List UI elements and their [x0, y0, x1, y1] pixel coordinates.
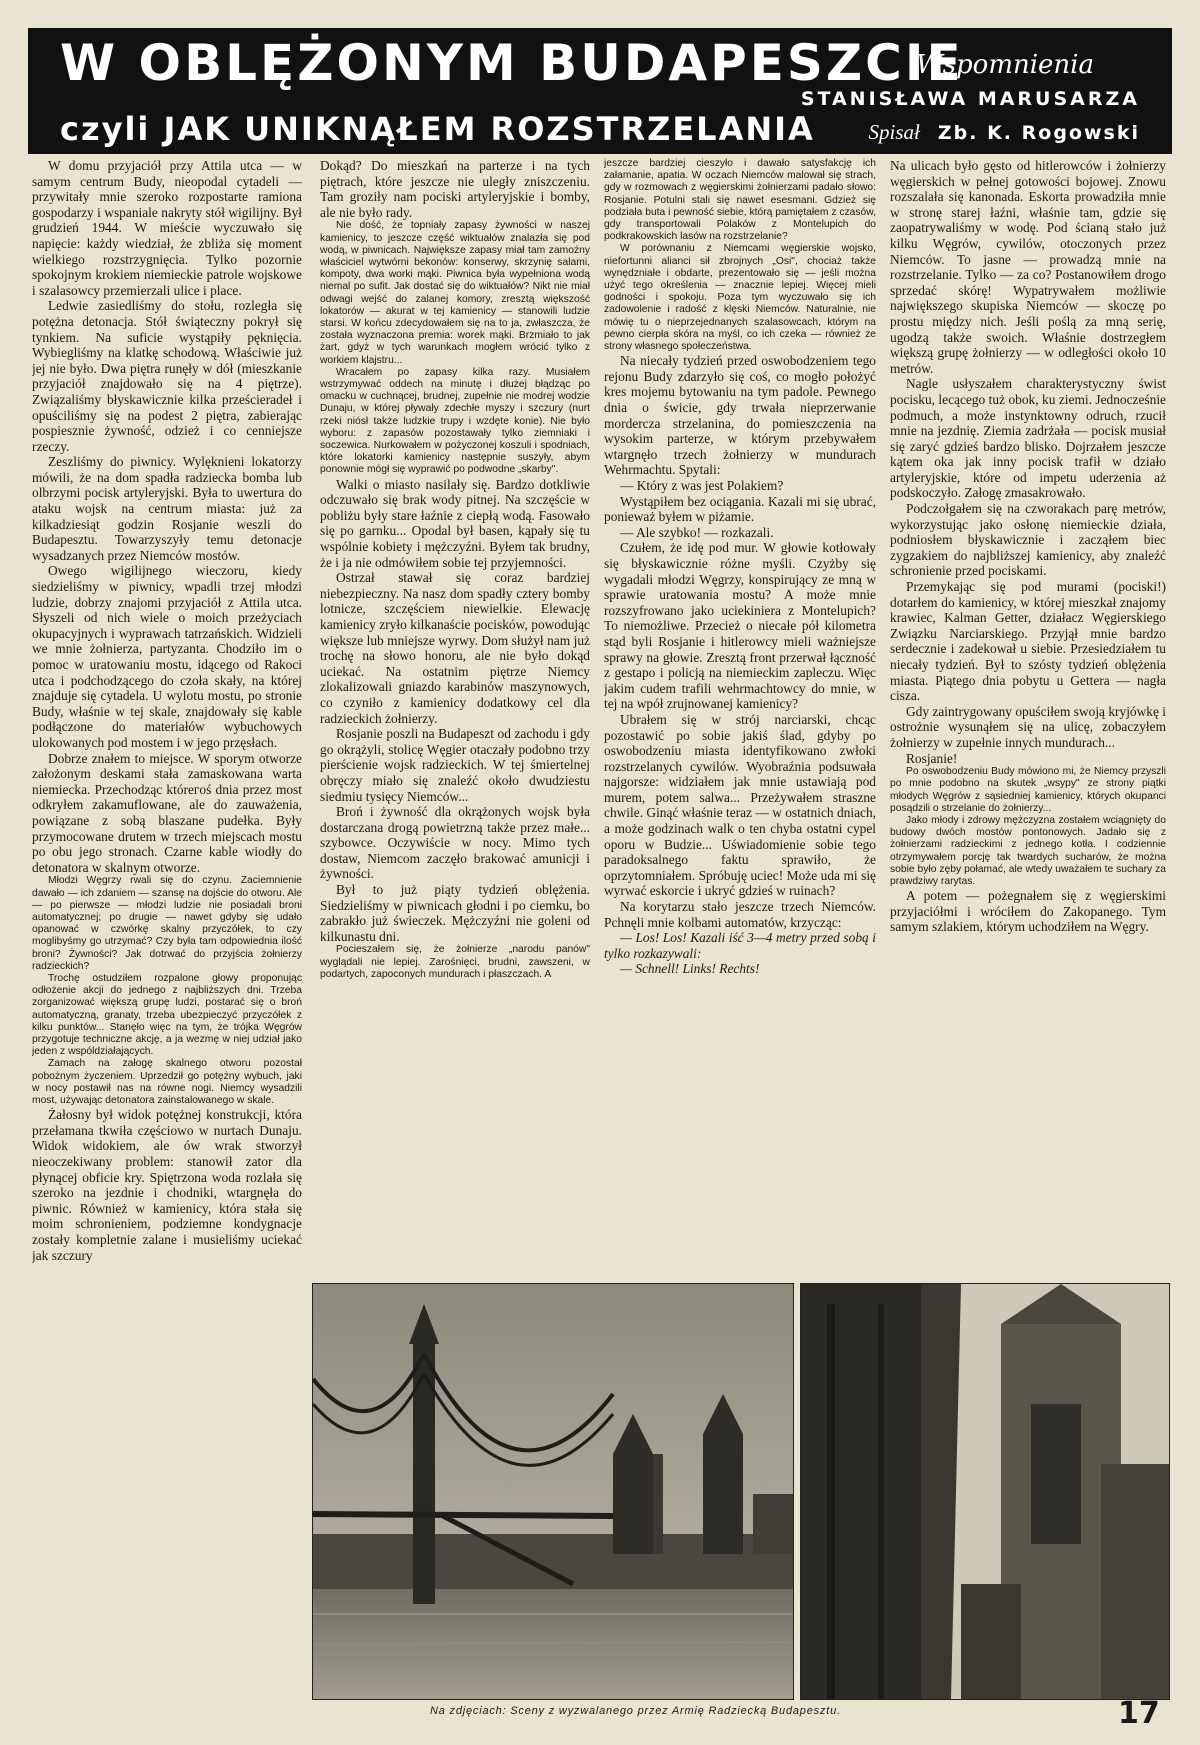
ruins-photo-graphic: [801, 1284, 1169, 1699]
paragraph: Rosjanie!: [906, 750, 958, 766]
paragraph: Dokąd? Do mieszkań na parterze i na tych piętrach, które jeszcze nie uległy zniszczeniu. Tam groziły nam pociski artyleryjskie i bomby, ale nie było rady.: [320, 158, 590, 220]
paragraph: Nagle usłyszałem charakterystyczny świst pocisku, lecącego tuż obok, ku ziemi. Jednocześnie podmuch, a może instynktowny odruch, rzucił mnie na jezdnię. Ziemia zadrżała — pocisk musiał się zaryć gdzieś bardzo blisko. Dojrzałem jeszcze kątem oka jak inny pocisk trafił w działo artyleryjskie, które od impetu uderzenia aż podskoczyło. Załogę zmasakrowało.: [890, 376, 1166, 501]
paragraph: Ostrzał stawał się coraz bardziej niebezpieczny. Na nasz dom spadły cztery bomby lotnicze, szczęściem niewielkie. Elewację kamienicy zryło kilkanaście pocisków, powodując większe lub mniejsze wyrwy. Dom służył nam już trochę na słowo honoru, ale nie było dokąd uciekać. Na ostatnim piętrze Niemcy zlokalizowali gniazdo karabinów maszynowych, co czyniło z kamienicy dodatkowy cel dla radzieckich żołnierzy.: [320, 570, 590, 726]
photo-bridge: [312, 1283, 794, 1700]
paragraph: Podczołgałem się na czworakach parę metrów, wykorzystując jako osłonę niemieckie działa, podniosłem błyskawicznie i zacząłem biec zygzakiem do najbliższej kamienicy, aby znaleźć schronienie przed pociskami.: [890, 501, 1166, 579]
paragraph: Owego wigilijnego wieczoru, kiedy siedzieliśmy w piwnicy, wpadli trzej młodzi ludzie, dobrzy znajomi przyjaciół z Attila utca. Słyszeli od nich wiele o moich przeżyciach okupacyjnych i wyprawach tatrzańskich. Widzieli we mnie żołnierza, partyzanta. Chodziło im o pomoc w uratowaniu mostu, idącego od Rakoci utca i podchodzącego do czoła skały, na której znajduje się cytadela. U wylotu mostu, po stronie Budy, właśnie w tej skale, znajdowały się kable podłączone do materiałów wybuchowych ulokowanych pod mostem i w jego przęsłach.: [32, 563, 302, 750]
small-paragraph: Pocieszałem się, że żołnierze „narodu panów" wyglądali nie lepiej. Zarośnięci, brudni, zawszeni, w podartych, zapoconych mundurach i płaszczach. A: [320, 944, 590, 980]
paragraph: Zeszliśmy do piwnicy. Wylęknieni lokatorzy mówili, że na dom spadła radziecka bomba lub olbrzymi pocisk artyleryjski. Była to uwertura do ataku wojsk na centrum miasta: już za kilkadziesiąt godzin Rosjanie weszli do Budapesztu. Towarzyszyły temu detonacje wysadzanych przez Niemców mostów.: [32, 454, 302, 563]
small-paragraph: jeszcze bardziej cieszyło i dawało satysfakcję ich załamanie, apatia. W oczach Niemców malował się strach, gdy w rozmowach z węgierskimi żołnierzami padało słowo: Rosjanie. Potulni stali się nawet esesmani. Gdzież się podziała buta i pewność siebie, którą pamiętałem z czasów, gdy transportowali Polaków z Montelupich do podkrakowskich lasów na rozstrzelanie?: [604, 158, 876, 243]
article-column-4: [890, 158, 1166, 1266]
paragraph: — Los! Los! Kazali iść 3—4 metry przed sobą i tylko rozkazywali:: [604, 930, 876, 961]
headline-title: W OBLĘŻONYM BUDAPESZCIE: [60, 34, 964, 92]
paragraph: Wystąpiłem bez ociągania. Kazali mi się ubrać, ponieważ byłem w piżamie.: [604, 493, 876, 525]
paragraph: Na ulicach było gęsto od hitlerowców i żołnierzy węgierskich w pełnej gotowości bojowej. Znowu rozszalała się kanonada. Eskorta prowadziła mnie w stronę starej łaźni, właśnie tam, gdzie się zaopatrywaliśmy w wodę. Pod ścianą stało już kilku Węgrów, cywilów, otoczonych przez Niemców. To jasne — prowadzą mnie na rozstrzelanie. Tylko — za co? Postanowiłem drogo sprzedać skórę! Wypatrywałem możliwie największego skupiska Niemców — skoczę po prostu między nich. Jeśli poślą za mną serię, ugodzą także swoich. Właśnie dostrzegłem większą grupę żołnierzy — w odległości około 10 metrów.: [890, 158, 1166, 376]
article-column-3: [604, 158, 876, 1266]
photo-ruined-church: [800, 1283, 1170, 1700]
paragraph: Broń i żywność dla okrążonych wojsk była dostarczana drogą powietrzną także przez małe... szybowce. Oczywiście w nocy. Mimo tych dostaw, Niemcom zaczęło brakować amunicji i żywności.: [320, 804, 590, 882]
paragraph: Gdy zaintrygowany opuściłem swoją kryjówkę i ostrożnie wysunąłem się na ulicę, zobaczyłem żołnierzy w zupełnie innych mundurach...: [890, 703, 1166, 750]
byline: [869, 120, 1140, 145]
small-paragraph: Zamach na załogę skalnego otworu pozostał pobożnym życzeniem. Uprzedził go potężny wybuch, jaki w nocy postawił nas na równe nogi. Niemcy wysadzili most, używając detonatora zainstalowanego w skale.: [32, 1058, 302, 1106]
small-paragraph: Trochę ostudziłem rozpalone głowy proponując odłożenie akcji do jednego z najbliższych dni. Trzeba zorganizować większą grupę ludzi, postarać się o broń automatyczną, granaty, trzeba ubezpieczyć przyczółek z kilku punktów... Stanęło więc na tym, że trójka Węgrów przygotuje techniczne akcję, a ja wezmę w niej udział jako jeden z wspóldziałających.: [32, 972, 302, 1058]
paragraph: Na korytarzu stało jeszcze trzech Niemców. Pchnęli mnie kolbami automatów, krzycząc:: [604, 899, 876, 930]
small-paragraph: Jako młody i zdrowy mężczyzna zostałem wciągnięty do budowy dwóch mostów pontonowych. Jadało się z żołnierzami radzieckimi z jednego kotła. I codziennie otrzymywałem porcję tak twardych sucharów, że można sobie było zęby połamać, ale wtedy uważałem te suchary za prawdziwy rarytas.: [890, 814, 1166, 887]
page-number: 17: [1118, 1696, 1160, 1731]
paragraph: Dobrze znałem to miejsce. W sporym otworze założonym deskami stała zamaskowana warta niemiecka. Przechodząc którегoś dnia przez most odkryłem zakamuflowane, ale do zauważenia, powiązane z sobą blaszane pudełka. Były przymocowane drutem w trzech miejscach mostu po obu jego stronach. Czarne kable wiodły do detonatora w skalnym otworze.: [32, 750, 302, 875]
series-label: Wspomnienia: [915, 50, 1094, 80]
small-paragraph: Nie dość, że topniały zapasy żywności w naszej kamienicy, to jeszcze część wiktuałów znalazła się pod wodą, w piwnicach. Największe zapasy miał tam zamożny właściciel wytwórni bekonów: konserwy, skrzynię salami, kompoty, dwa worki mąki. Piwnica była wypełniona wodą niemal po sufit. Jak dostać się do wiktuałów? Nikt nie miał odwagi wejść do zalanej komory, zresztą większość lokatorów — akurat w tej kamienicy — stanowili ludzie starsi. W końcu zdecydowałem się na to ja, zwłaszcza, że została wyznaczona premia: worek mąki. Brzmiało to jak żart, gdyż w tych warunkach mogłem wrócić tylko z workiem klajstru...: [320, 220, 590, 366]
small-paragraph: W porównaniu z Niemcami węgierskie wojsko, niefortunni alianci sił zbrojnych „Osi", chociaż także wynędzniałe i obdarte, prezentowało się — jeśli można użyć tego określenia — znacznie lepiej. Więcej mieli godności i spokoju. Poza tym wyczuwało się ich zadowolenie i radość z klęski Niemców. Naturalnie, nie mówię tu o nieprzejednanych szalasowcach, którym na pewno cierpła skóra na myśl, co ich czeka — również ze strony własnego społeczeństwa.: [604, 243, 876, 353]
byline-name: Zb. K. Rogowski: [937, 122, 1140, 144]
article-column-2: [320, 158, 590, 1266]
small-paragraph: Po oswobodzeniu Budy mówiono mi, że Niemcy przyszli po mnie podobno na skutek „wsypy" ze strony piątki młodych Węgrów z sąsiedniej kamienicy, których okupanci posądzili o strzelanie do żołnierzy...: [890, 766, 1166, 814]
paragraph: Walki o miasto nasilały się. Bardzo dotkliwie odczuwało się brak wody pitnej. Na szczęście w pobliżu były stare łaźnie z ciepłą wodą. Fasowało się po garnku... Opodal był basen, kąpały się tu wspólnie kobiety i mężczyźni. Byłem tak brudny, że i ja nie odmówiłem sobie tej przyjemności.: [320, 476, 590, 570]
paragraph: Ubrałem się w strój narciarski, chcąc pozostawić po sobie jakiś ślad, gdyby po oswobodzeniu miasta identyfikowano zwłoki rozstrzelanych cywilów. Wyobraźnia podsuwała najgorsze: widziałem jak mnie ustawiają pod murem, potem salwa... Przeżywałem straszne chwile. Ginąć właśnie teraz — w ostatnich dniach, a może godzinach walk o ten chyba ostatni cypel oporu w Budzie... Uświadomienie sobie tego paradoksalnego faktu sprawiło, że oprzytomniałem. Spróbuję uciec! Może uda mi się wyrwać eskorcie i ukryć gdzieś w ruinach?: [604, 711, 876, 899]
paragraph: — Który z was jest Polakiem?: [620, 478, 784, 493]
paragraph: Rosjanie poszli na Budapeszt od zachodu i gdy go okrążyli, stolicę Węgier otaczały podobno trzy pierścienie wojsk radzieckich. W tej śmiertelnej obręczy miało się znaleźć około dwudziestu siedmiu tysięcy Niemców...: [320, 726, 590, 804]
small-paragraph: Wracałem po zapasy kilka razy. Musiałem wstrzymywać oddech na minutę i dłużej błądząc po omacku w cuchnącej, brudnej, zupełnie nie modrej wodzie Dunaju, w której pływały zdechłe myszy i szczury (nurt rzeki niósł także ludzkie trupy i wzdęte konie). Nie było wyboru: z zapasów pozostawały tylko ziemniaki i soczewica. Nurkowałem w pożyczonej koszuli i spodniach, które lokatorki kamienicy następnie suszyły, abym ponownie mógł się wyprawić po podwodne „skarby".: [320, 366, 590, 476]
small-paragraph: Młodzi Węgrzy rwali się do czynu. Zaciemnienie dawało — ich zdaniem — szansę na dojście do otworu. Ale — po pierwsze — młodzi ludzie nie posiadali broni automatycznej; po drugie — nawet gdyby się udało opanować w czwórkę skalny przyczółek, to czy moglibyśmy go utrzymać? Czy była tam odpowiednia ilość broni? Żywności? Jak dotrwać do przyjścia żołnierzy radzieckich?: [32, 875, 302, 972]
byline-label: Spisał: [868, 120, 920, 144]
paragraph: Był to już piąty tydzień oblężenia. Siedzieliśmy w piwnicach głodni i po ciemku, bo zabrakło już świeczek. Mężczyźni nie goleni od kilkunastu dni.: [320, 882, 590, 944]
article-column-1: [32, 158, 302, 1703]
headline-banner: [28, 28, 1172, 154]
paragraph: — Schnell! Links! Rechts!: [620, 961, 760, 977]
photo-caption: Na zdjęciach: Sceny z wyzwalanego przez Armię Radziecką Budapesztu.: [430, 1705, 841, 1717]
paragraph: Przemykając się pod murami (pociski!) dotarłem do kamienicy, w której mieszkał znajomy krawiec, Kalman Getter, działacz Węgierskiego Związku Narciarskiego. Przyjął mnie bardzo serdecznie i zadekował u siebie. Przesiedziałem tu niecały tydzień. Był to szósty tydzień oblężenia miasta. Piątego dnia pobytu u Gettera — nagła cisza.: [890, 579, 1166, 704]
paragraph: Żałosny był widok potężnej konstrukcji, która przełamana tkwiła częściowo w nurtach Dunaju. Widok widokiem, ale ów wrak stworzył nieoczekiwany problem: stanowił zator dla płynącej obficie kry. Spiętrzona woda rozlała się szeroko na jezdnie i chodniki, wtargnęła do piwnic. Również w kamienicy, która stała się moim schronieniem, podziemne kondygnacje zostały kompletnie zalane i musieliśmy uciekać jak szczury: [32, 1107, 302, 1263]
headline-subtitle: czyli JAK UNIKNĄŁEM ROZSTRZELANIA: [60, 110, 815, 148]
paragraph: — Ale szybko! — rozkazali.: [620, 524, 774, 540]
paragraph: W domu przyjaciół przy Attila utca — w samym centrum Budy, nieopodal cytadeli — przywitały mnie szeroko rozpostarte ramiona gospodarzy i wspaniale nakryty stół wigilijny. Był grudzień 1944. W mieście wyczuwało się napięcie: każdy wiedział, że zbliża się moment wielkiego rozstrzygnięcia. Tylko pozornie spokojnym krokiem niemieckie patrole wojskowe i szalasowcy przemierzali ulice i place.: [32, 158, 302, 298]
bridge-photo-graphic: [313, 1284, 793, 1699]
paragraph: Na niecały tydzień przed oswobodzeniem tego rejonu Budy zdarzyło się coś, co mogło położyć kres mojemu bytowaniu na tym padole. Pewnego dnia o świcie, gdy trwała nieprzerwanie mordercza strzelanina, do pomieszczenia na wysokim parterze, w którym przebywałem wtargnęło trzech żołnierzy w mundurach Wehrmachtu. Spytali:: [604, 353, 876, 478]
paragraph: Czułem, że idę pod mur. W głowie kotłowały się błyskawicznie różne myśli. Czyżby się wygadali młodzi Węgrzy, konspirujący ze mną w sprawie uratowania mostu? A może mnie rozszyfrowano jako uciekiniera z Montelupich? To niemożliwe. Przecież o niecałe pół kilometra stąd byli Rosjanie i hitlerowcy mieli ważniejsze sprawy na głowie. Zresztą front przerwał łączność z gestapo i policją na niemieckim zapleczu. Więc jakim cudem trafili wehrmachtowcy do mnie, w tej na wpół zrujnowanej kamienicy?: [604, 540, 876, 712]
author-name: STANISŁAWA MARUSARZA: [800, 88, 1140, 110]
paragraph: A potem — pożegnałem się z węgierskimi przyjaciółmi i wróciłem do Zakopanego. Tym samym szlakiem, którym uchodziłem na Węgry.: [890, 888, 1166, 935]
paragraph: Ledwie zasiedliśmy do stołu, rozległa się potężna detonacja. Stół świąteczny pokrył się tynkiem. Na suficie wystąpiły pęknięcia. Wybiegliśmy na klatkę schodową. Właściwie już jej nie było. Dwa piętra runęły w dół (mieszkanie przyjaciół znajdowało się na 4 piętrze). Związaliśmy błyskawicznie kilka prześcieradeł i opuściliśmy się na podest 2 piętra, zabierając pospiesznie żywność, odzież i co cenniejsze rzeczy.: [32, 298, 302, 454]
